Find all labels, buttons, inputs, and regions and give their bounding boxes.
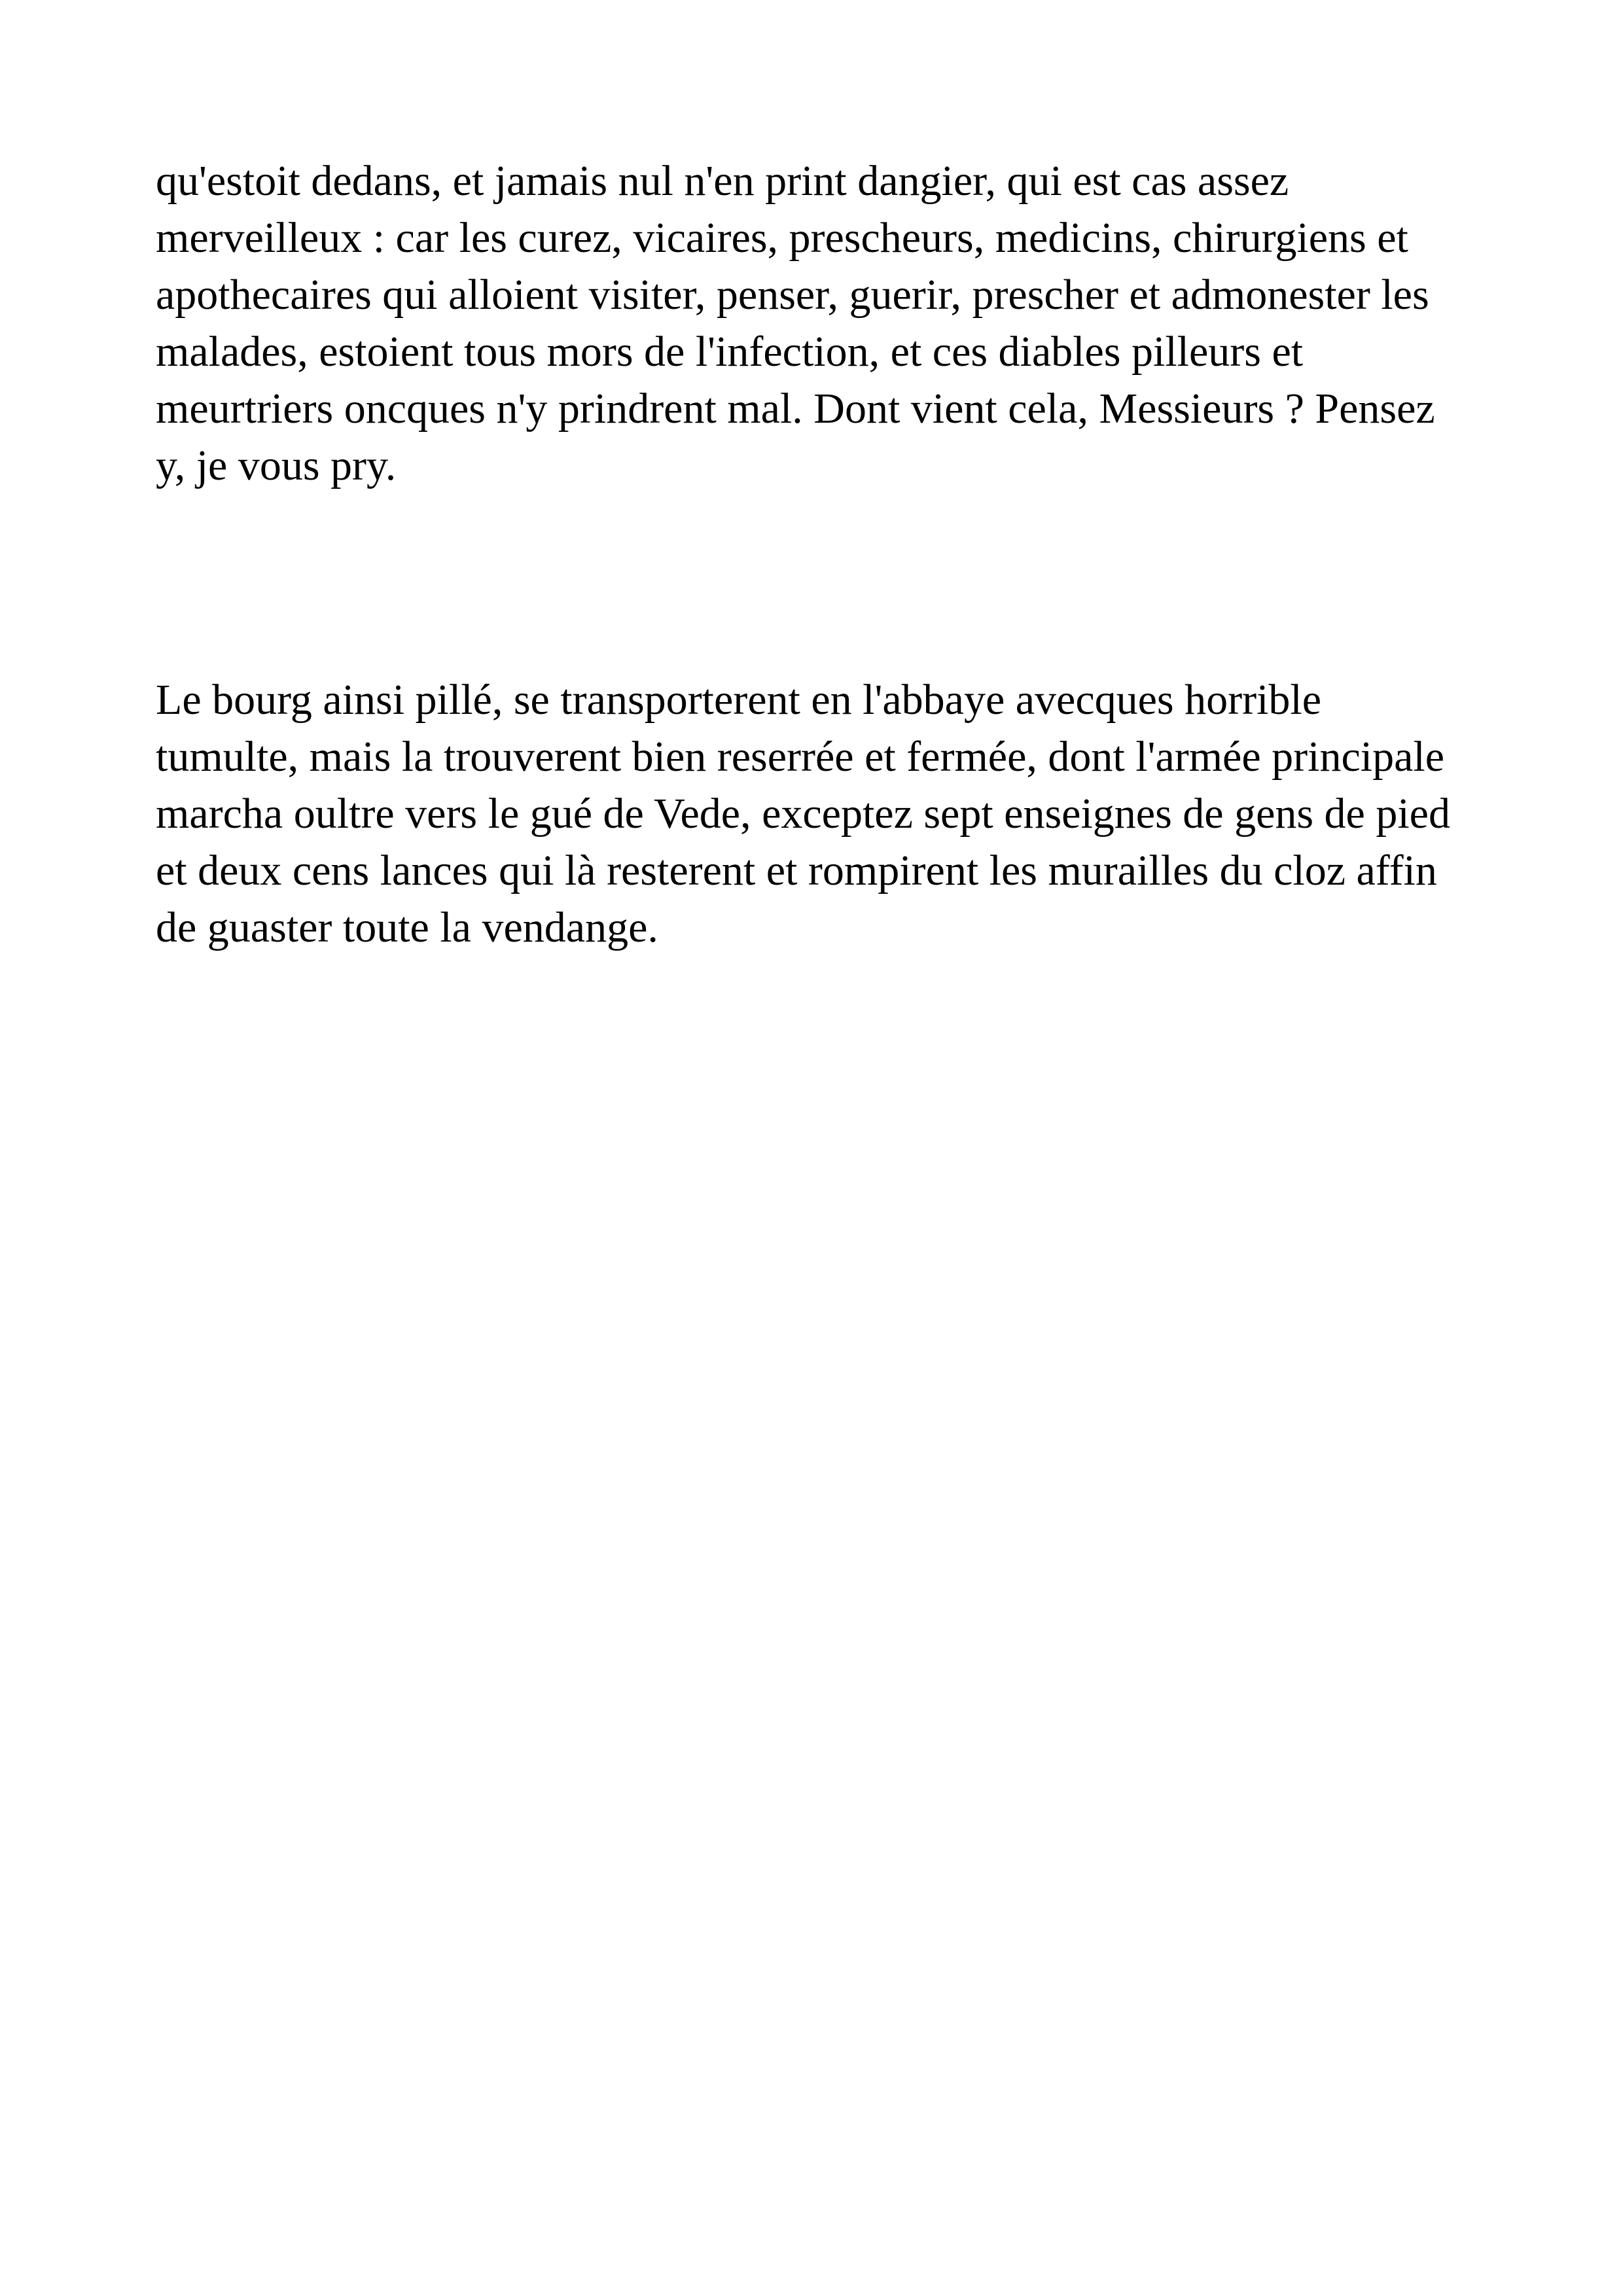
text-line: marcha oultre vers le gué de Vede, exceptez sept enseignes de gens de pied [156, 790, 1450, 838]
text-line: merveilleux : car les curez, vicaires, prescheurs, medicins, chirurgiens et [156, 214, 1408, 262]
text-line: meurtriers oncques n'y prindrent mal. Dont vient cela, Messieurs ? Pensez [156, 385, 1435, 433]
text-line: et deux cens lances qui là resterent et rompirent les murailles du cloz affin [156, 847, 1437, 894]
text-line: apothecaires qui alloient visiter, penser, guerir, prescher et admonester les [156, 271, 1429, 319]
text-line: malades, estoient tous mors de l'infection, et ces diables pilleurs et [156, 328, 1304, 376]
text-line: qu'estoit dedans, et jamais nul n'en print dangier, qui est cas assez [156, 157, 1289, 205]
text-line: tumulte, mais la trouverent bien reserrée et fermée, dont l'armée principale [156, 733, 1445, 781]
paragraph-2 [156, 671, 1470, 956]
text-line: Le bourg ainsi pillé, se transporterent en l'abbaye avecques horrible [156, 676, 1322, 724]
paragraph-1 [156, 152, 1470, 494]
text-line: y, je vous pry. [156, 442, 397, 489]
text-block [156, 152, 1470, 956]
text-line: de guaster toute la vendange. [156, 904, 658, 951]
